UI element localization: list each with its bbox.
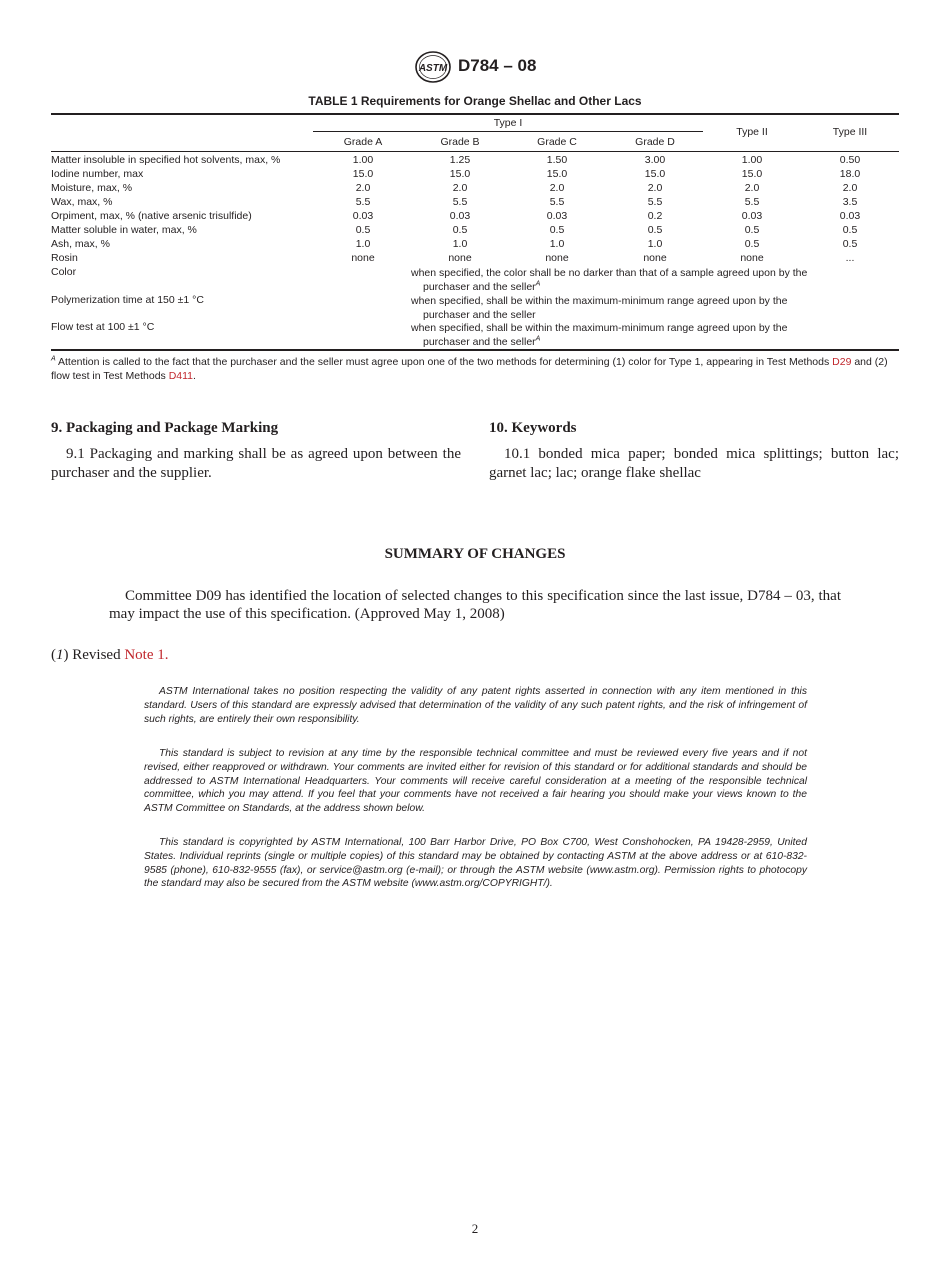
note-1-link[interactable]: Note 1. bbox=[124, 647, 169, 663]
row-label: Ash, max, % bbox=[51, 238, 110, 250]
row-label: Iodine number, max bbox=[51, 168, 144, 180]
section-9-heading: 9. Packaging and Package Marking bbox=[51, 420, 279, 436]
column-header: Type II bbox=[736, 126, 768, 138]
table-cell: 15.0 bbox=[546, 168, 568, 180]
table-row bbox=[51, 154, 899, 168]
column-header: Grade B bbox=[440, 136, 480, 148]
table-cell: 2.0 bbox=[549, 182, 565, 194]
span-text: when specified, the color shall be no darker than that of a sample agreed upon by the purchaser and the seller$^A$ bbox=[411, 267, 808, 293]
table-cell: 0.03 bbox=[546, 210, 568, 222]
table-top-rule bbox=[51, 113, 899, 115]
table-cell: 5.5 bbox=[355, 196, 371, 208]
table-cell: 0.03 bbox=[449, 210, 471, 222]
span-text: when specified, shall be within the maximum-minimum range agreed upon by the purchaser and the seller$^A$ bbox=[411, 322, 788, 348]
table-span-row bbox=[51, 294, 899, 322]
table-bottom-rule bbox=[51, 349, 899, 351]
type-i-rule bbox=[313, 131, 703, 132]
table-cell: none bbox=[740, 252, 764, 264]
table-cell: 1.0 bbox=[452, 238, 468, 250]
svg-text:ASTM: ASTM bbox=[418, 63, 448, 74]
table-cell: 1.50 bbox=[546, 154, 568, 166]
table-cell: 0.03 bbox=[839, 210, 861, 222]
table-cell: 3.5 bbox=[842, 196, 858, 208]
copyright-notice: This standard is copyrighted by ASTM International, 100 Barr Harbor Drive, PO Box C700, West Conshohocken, PA 19428-2959, United States. Individual reprints (single or multiple copies) of this standard may be obtained by contacting ASTM at the above address or at 610-832-9585 (phone), 610-832-9555 (fax), or service@astm.org (e-mail); or through the ASTM website (www.astm.org). Permission rights to photocopy the standard may also be secured from the ASTM website (www.astm.org/COPYRIGHT/). bbox=[144, 837, 807, 890]
table-cell: none bbox=[545, 252, 569, 264]
table-row bbox=[51, 210, 899, 224]
section-10-heading: 10. Keywords bbox=[489, 420, 577, 436]
table-cell: none bbox=[643, 252, 667, 264]
table-cell: 0.5 bbox=[452, 224, 468, 236]
column-header: Grade C bbox=[537, 136, 577, 148]
table-cell: 0.5 bbox=[842, 238, 858, 250]
table-cell: 0.50 bbox=[839, 154, 861, 166]
page-number: 2 bbox=[471, 1221, 479, 1236]
table-cell: 5.5 bbox=[647, 196, 663, 208]
patent-disclaimer: ASTM International takes no position respecting the validity of any patent rights asserted in connection with any item mentioned in this standard. Users of this standard are expressly advised that determination of the validity of any such patent rights, and the risk of infringement of such rights, are entirely their own responsibility. bbox=[144, 686, 807, 725]
table-cell: 15.0 bbox=[644, 168, 666, 180]
table-span-row bbox=[51, 321, 899, 349]
table-cell: 0.2 bbox=[647, 210, 663, 222]
table-cell: 2.0 bbox=[647, 182, 663, 194]
astm-logo bbox=[413, 50, 453, 84]
table-cell: 1.00 bbox=[741, 154, 763, 166]
table-cell: 5.5 bbox=[452, 196, 468, 208]
table-cell: 18.0 bbox=[839, 168, 861, 180]
table-cell: 0.03 bbox=[352, 210, 374, 222]
row-label: Flow test at 100 ±1 °C bbox=[51, 321, 155, 333]
table-cell: 5.5 bbox=[744, 196, 760, 208]
revision-notice: This standard is subject to revision at any time by the responsible technical committee and must be reviewed every five years and if not revised, either reapproved or withdrawn. Your comments are invited either for revision of this standard or for additional standards and should be addressed to ASTM International Headquarters. Your comments will receive careful consideration at a meeting of the responsible technical committee, which you may attend. If you feel that your comments have not received a fair hearing you should make your views known to the ASTM Committee on Standards, at the address shown below. bbox=[144, 748, 807, 815]
span-text: when specified, shall be within the maximum-minimum range agreed upon by the purchaser and the seller bbox=[411, 295, 788, 321]
table-cell: 15.0 bbox=[352, 168, 374, 180]
row-label: Matter insoluble in specified hot solvents, max, % bbox=[51, 154, 281, 166]
column-header: Type III bbox=[832, 126, 868, 138]
table-span-row bbox=[51, 266, 899, 294]
header-bottom-rule bbox=[51, 151, 899, 152]
table-cell: 1.0 bbox=[647, 238, 663, 250]
table-cell: 2.0 bbox=[452, 182, 468, 194]
table-cell: 0.5 bbox=[842, 224, 858, 236]
table-row bbox=[51, 182, 899, 196]
table-cell: 5.5 bbox=[549, 196, 565, 208]
type-i-header: Type I bbox=[493, 117, 523, 129]
table-cell: 1.25 bbox=[449, 154, 471, 166]
table-cell: 1.0 bbox=[355, 238, 371, 250]
column-header: Grade D bbox=[635, 136, 675, 148]
table-footnote: $^A$ Attention is called to the fact that the purchaser and the seller must agree upon one of the two methods for determining (1) color for Type 1, appearing in Test Methods D29 and (2) flow test in Test Methods D411. bbox=[51, 355, 888, 382]
section-9-body: 9.1 Packaging and marking shall be as agreed upon between the purchaser and the supplier. bbox=[51, 446, 461, 481]
table-cell: ... bbox=[845, 252, 855, 264]
row-label: Orpiment, max, % (native arsenic trisulfide) bbox=[51, 210, 252, 222]
table-cell: 1.0 bbox=[549, 238, 565, 250]
table-cell: none bbox=[351, 252, 375, 264]
section-10-body: 10.1 bonded mica paper; bonded mica splittings; button lac; garnet lac; lac; orange flake shellac bbox=[489, 446, 899, 481]
table-cell: 2.0 bbox=[744, 182, 760, 194]
table-cell: 0.5 bbox=[647, 224, 663, 236]
table-cell: 0.03 bbox=[741, 210, 763, 222]
row-label: Rosin bbox=[51, 252, 78, 264]
table-cell: 15.0 bbox=[741, 168, 763, 180]
table-cell: none bbox=[448, 252, 472, 264]
table-cell: 0.5 bbox=[549, 224, 565, 236]
table-row bbox=[51, 252, 899, 266]
table-cell: 15.0 bbox=[449, 168, 471, 180]
table-row bbox=[51, 196, 899, 210]
table-row bbox=[51, 238, 899, 252]
summary-body: Committee D09 has identified the location of selected changes to this specification since the last issue, D784 – 03, that may impact the use of this specification. (Approved May 1, 2008) bbox=[109, 588, 841, 622]
table-row bbox=[51, 168, 899, 182]
table-title: TABLE 1 Requirements for Orange Shellac and Other Lacs bbox=[308, 94, 642, 108]
table-cell: 2.0 bbox=[355, 182, 371, 194]
document-number: D784 – 08 bbox=[458, 56, 537, 75]
table-cell: 2.0 bbox=[842, 182, 858, 194]
column-header: Grade A bbox=[343, 136, 383, 148]
table-cell: 0.5 bbox=[355, 224, 371, 236]
row-label: Moisture, max, % bbox=[51, 182, 133, 194]
row-label: Color bbox=[51, 266, 77, 278]
page-header bbox=[0, 50, 950, 86]
change-item: (1) Revised Note 1. bbox=[51, 647, 169, 663]
row-label: Matter soluble in water, max, % bbox=[51, 224, 197, 236]
row-label: Wax, max, % bbox=[51, 196, 113, 208]
summary-title: SUMMARY OF CHANGES bbox=[384, 546, 566, 562]
d29-link[interactable]: D29 bbox=[832, 356, 852, 368]
table-cell: 3.00 bbox=[644, 154, 666, 166]
table-row bbox=[51, 224, 899, 238]
row-label: Polymerization time at 150 ±1 °C bbox=[51, 294, 204, 306]
d411-link[interactable]: D411 bbox=[168, 370, 194, 382]
table-cell: 1.00 bbox=[352, 154, 374, 166]
table-cell: 0.5 bbox=[744, 238, 760, 250]
table-cell: 0.5 bbox=[744, 224, 760, 236]
